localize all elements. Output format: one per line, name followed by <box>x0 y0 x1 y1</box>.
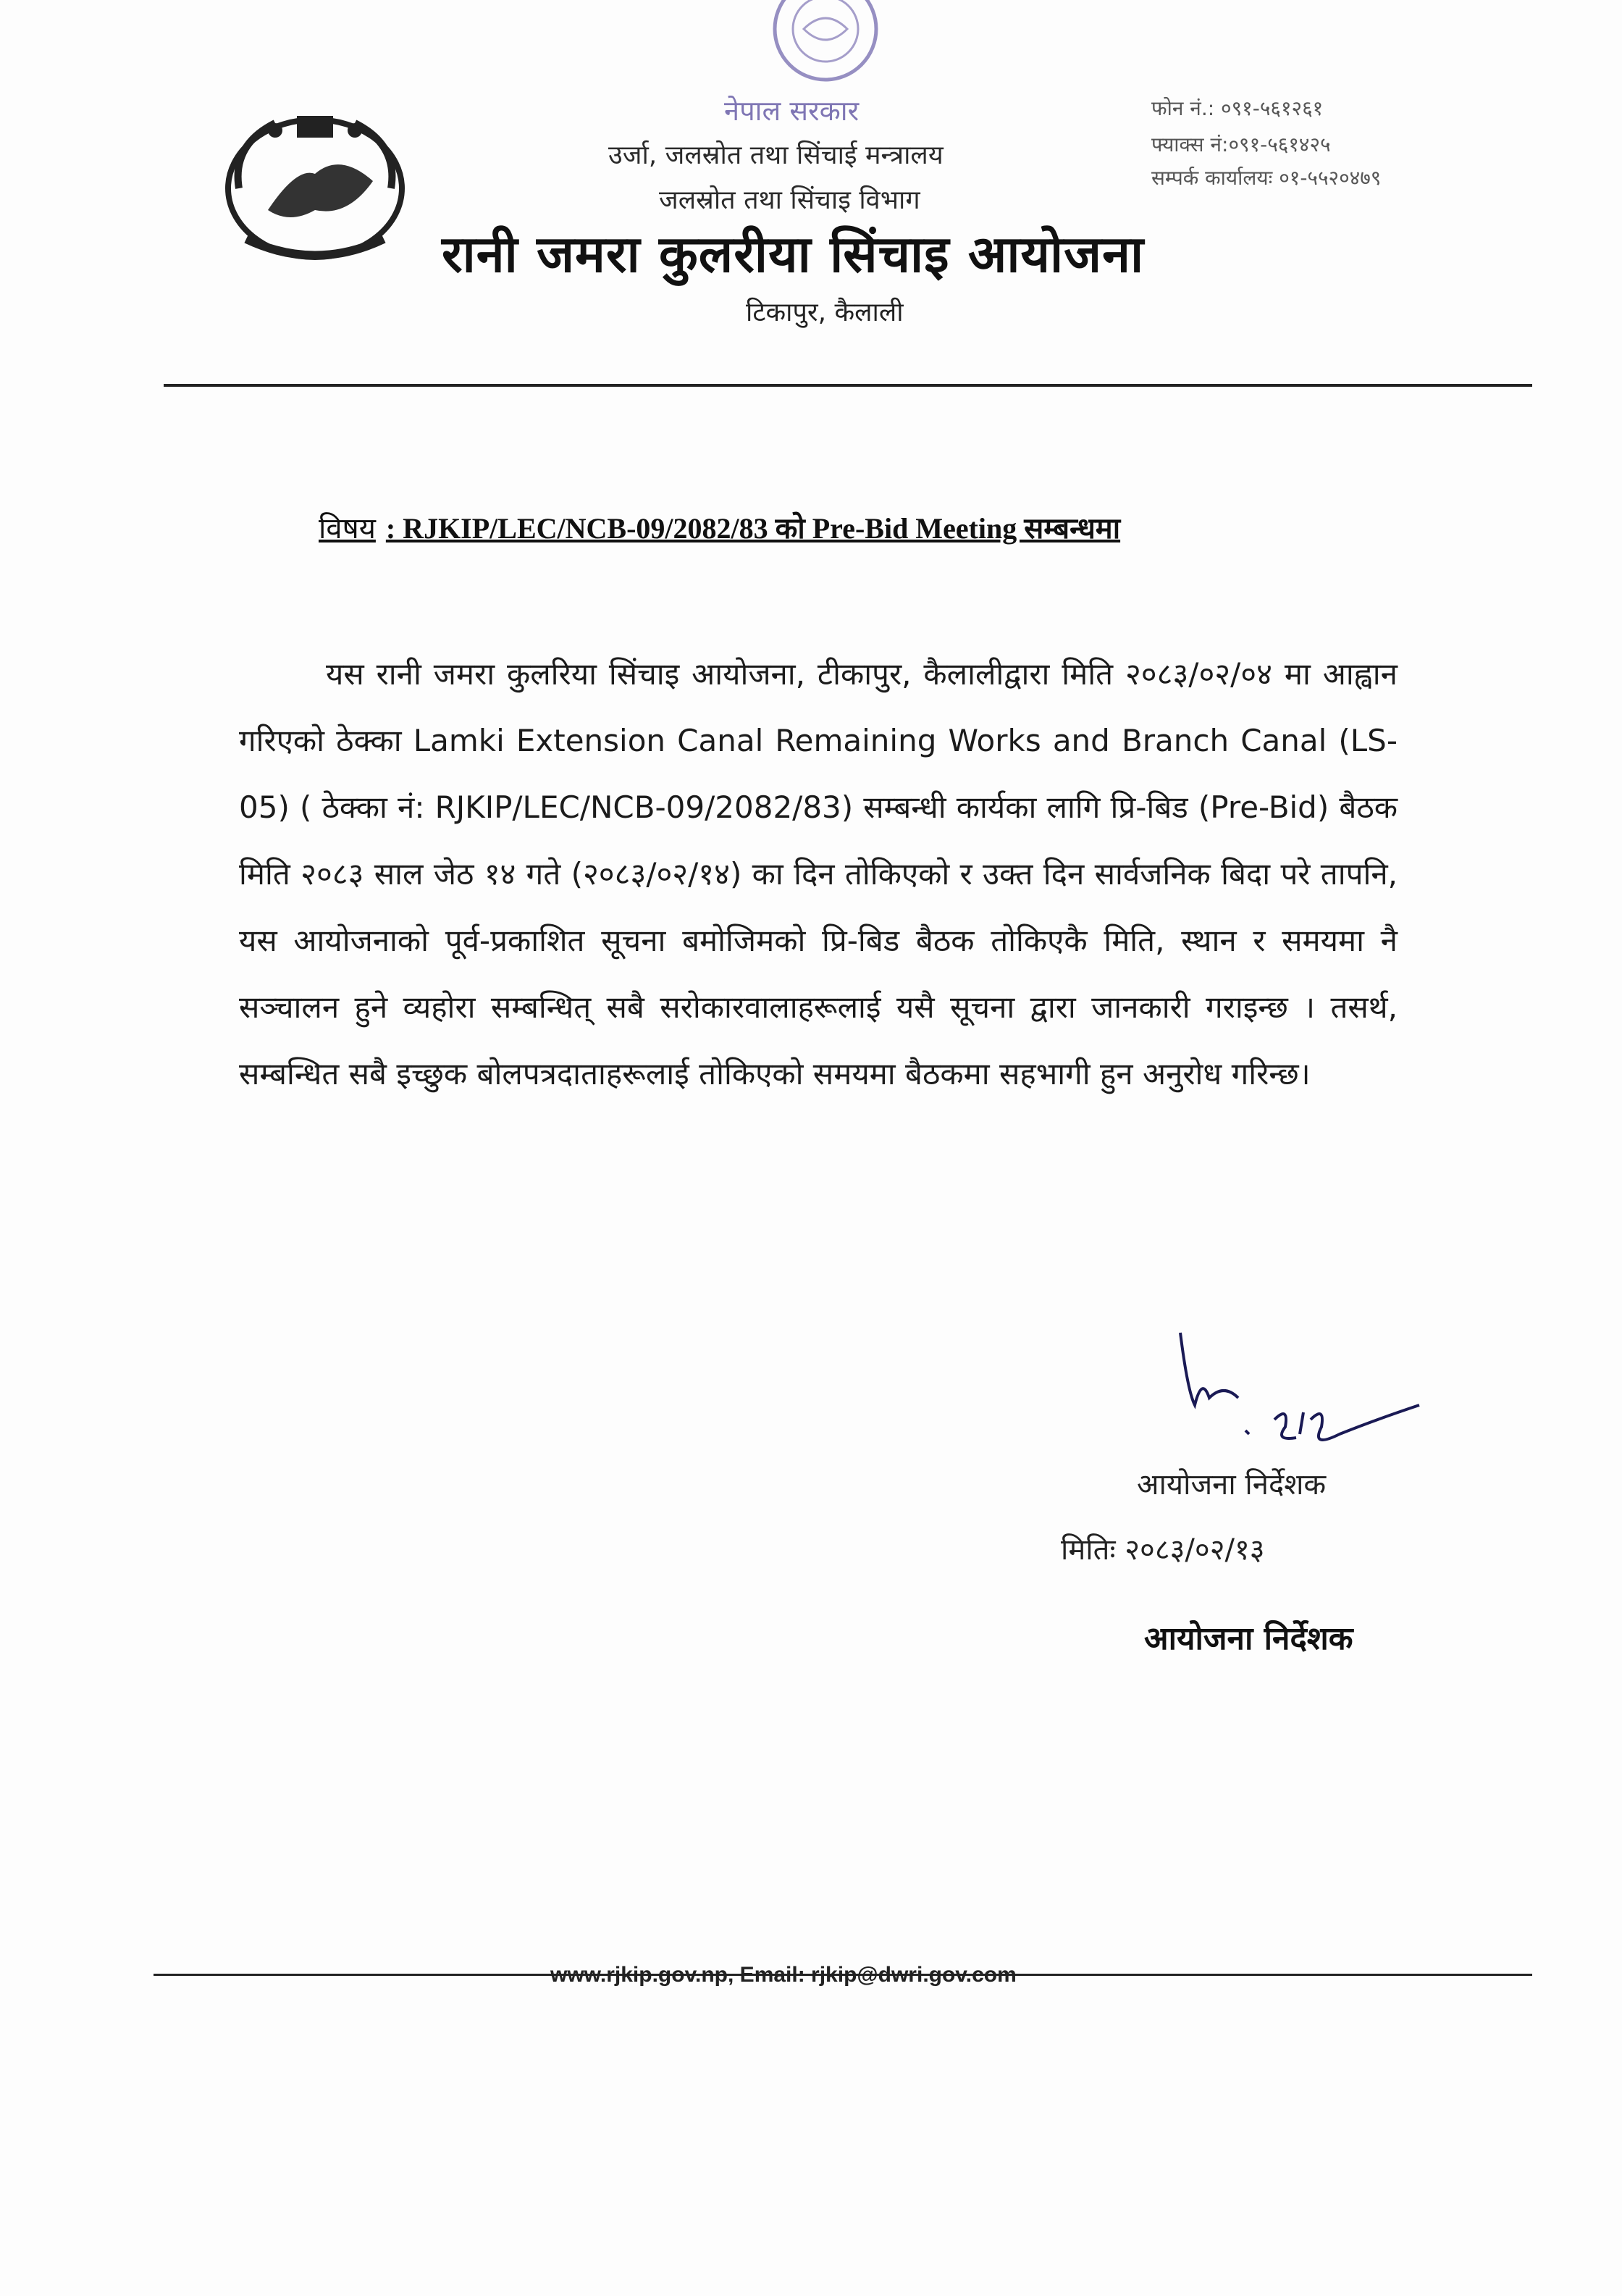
signature-date: मितिः २०८३/०२/१३ <box>1061 1533 1265 1567</box>
header-divider <box>164 384 1532 387</box>
stamp-text: नेपाल सरकार <box>724 95 860 127</box>
footer-contact: www.rjkip.gov.np, Email: rjkip@dwri.gov.com <box>550 1963 1017 1987</box>
signatory-designation-bold: आयोजना निर्देशक <box>1144 1620 1353 1657</box>
liaison-office-number: सम्पर्क कार्यालयः ०१-५५२०४७९ <box>1151 166 1382 190</box>
fax-number: फ्याक्स नं:०९१-५६१४२५ <box>1151 133 1331 156</box>
subject-label: विषय <box>319 512 376 545</box>
signatory-designation: आयोजना निर्देशक <box>1137 1468 1327 1501</box>
body-paragraph: यस रानी जमरा कुलरिया सिंचाइ आयोजना, टीकापुर, कैलालीद्वारा मिति २०८३/०२/०४ मा आह्वान गरिएको ठेक्का Lamki Extension Canal Remaining Works and Branch Canal (LS-05) ( ठेक्का नं: RJKIP/LEC/NCB-09/2082/83) सम्बन्धी कार्यका लागि प्रि-बिड (Pre-Bid) बैठक मिति २०८३ साल जेठ १४ गते (२०८३/०२/१४) का दिन तोकिएको र उक्त दिन सार्वजनिक बिदा परे तापनि, यस आयोजनाको पूर्व-प्रकाशित सूचना बमोजिमको प्रि-बिड बैठक तोकिएकै मिति, स्थान र समयमा नै सञ्चालन हुने व्यहोरा सम्बन्धित् सबै सरोकारवालाहरूलाई यसै सूचना द्वारा जानकारी गराइन्छ । तसर्थ, सम्बन्धित सबै इच्छुक बोलपत्रदाताहरूलाई तोकिएको समयमा बैठकमा सहभागी हुन अनुरोध गरिन्छ। <box>239 656 1398 1092</box>
subject-text: : RJKIP/LEC/NCB-09/2082/83 को Pre-Bid Meeting सम्बन्धमा <box>385 512 1121 545</box>
project-location: टिकापुर, कैलाली <box>746 298 904 327</box>
project-title: रानी जमरा कुलरीया सिंचाइ आयोजना <box>442 225 1145 284</box>
nepal-emblem-icon <box>217 101 413 268</box>
phone-number: फोन नं.: ०९१-५६१२६१ <box>1151 96 1324 120</box>
subject-line <box>319 507 1120 547</box>
handwritten-signature-icon <box>1159 1304 1434 1478</box>
department-name: जलस्रोत तथा सिंचाइ विभाग <box>659 185 920 215</box>
ministry-name: उर्जा, जलस्रोत तथा सिंचाई मन्त्रालय <box>608 141 944 170</box>
